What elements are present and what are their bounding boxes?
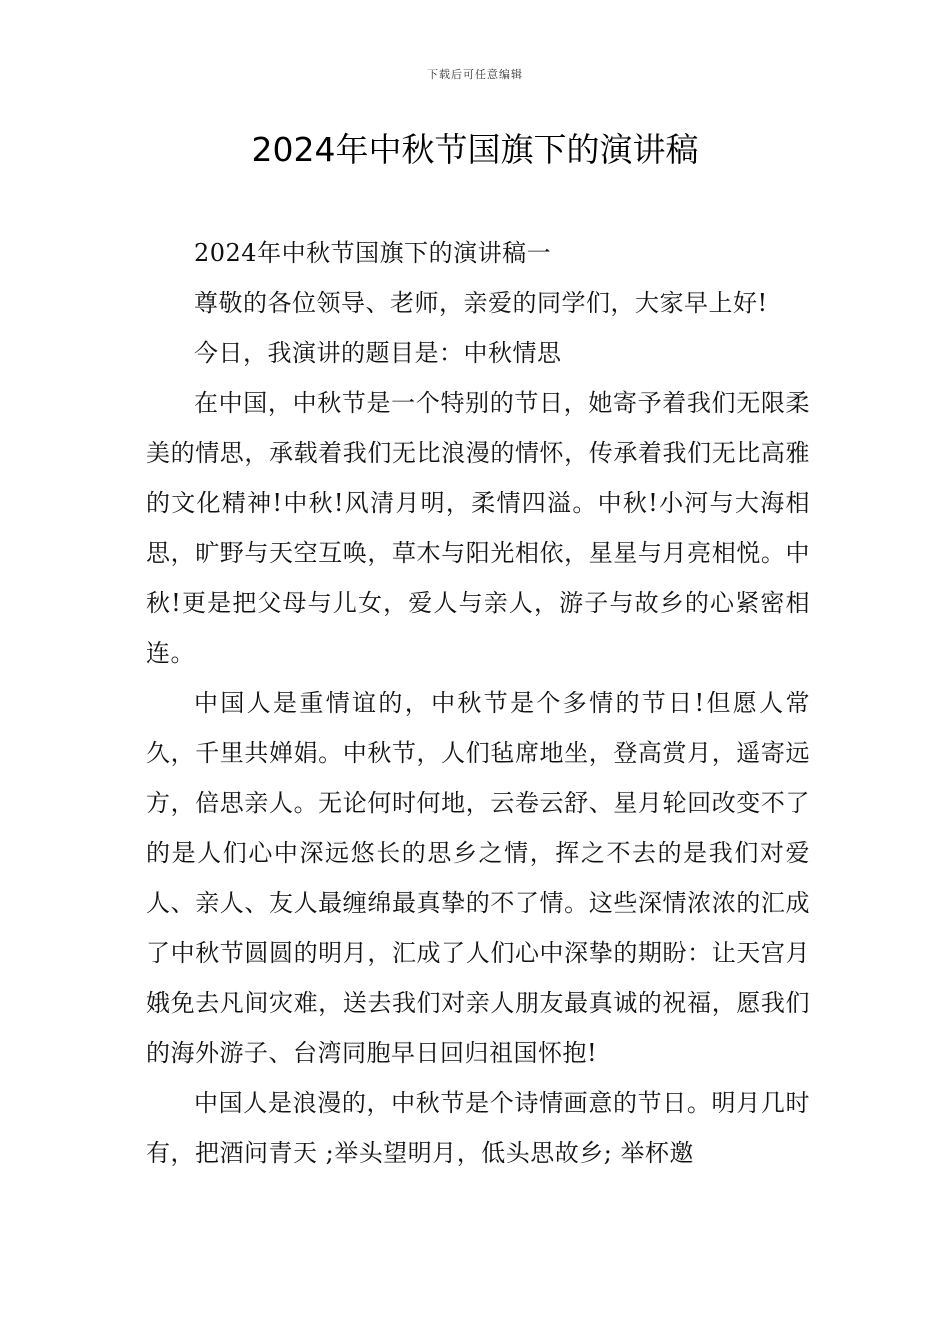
header-note: 下载后可任意编辑 xyxy=(427,68,523,81)
paragraph-subtitle: 2024年中秋节国旗下的演讲稿一 xyxy=(194,239,552,267)
paragraph-greeting: 尊敬的各位领导、老师，亲爱的同学们，大家早上好! xyxy=(194,289,768,317)
paragraph-body: 中国人是浪漫的，中秋节是个诗情画意的节日。明月几时有，把酒问青天 ;举头望明月，低头思故乡; 举杯邀 xyxy=(146,1089,810,1167)
document-title: 2024年中秋节国旗下的演讲稿 xyxy=(251,130,699,169)
paragraph-body: 中国人是重情谊的，中秋节是个多情的节日!但愿人常久，千里共婵娟。中秋节，人们毡席地坐，登高赏月，遥寄远方，倍思亲人。无论何时何地，云卷云舒、星月轮回改变不了的是人们心中深远悠长的思乡之情，挥之不去的是我们对爱人、亲人、友人最缠绵最真挚的不了情。这些深情浓浓的汇成了中秋节圆圆的明月，汇成了人们心中深挚的期盼：让天宫月娥免去凡间灾难，送去我们对亲人朋友最真诚的祝福，愿我们的海外游子、台湾同胞早日回归祖国怀抱! xyxy=(146,689,810,1067)
document-body xyxy=(146,228,810,1178)
paragraph-topic: 今日，我演讲的题目是：中秋情思 xyxy=(194,339,562,367)
paragraph-body: 在中国，中秋节是一个特别的节日，她寄予着我们无限柔美的情思，承载着我们无比浪漫的情怀，传承着我们无比高雅的文化精神!中秋!风清月明，柔情四溢。中秋!小河与大海相思，旷野与天空互唤，草木与阳光相依，星星与月亮相悦。中秋!更是把父母与儿女，爱人与亲人，游子与故乡的心紧密相连。 xyxy=(146,389,810,667)
